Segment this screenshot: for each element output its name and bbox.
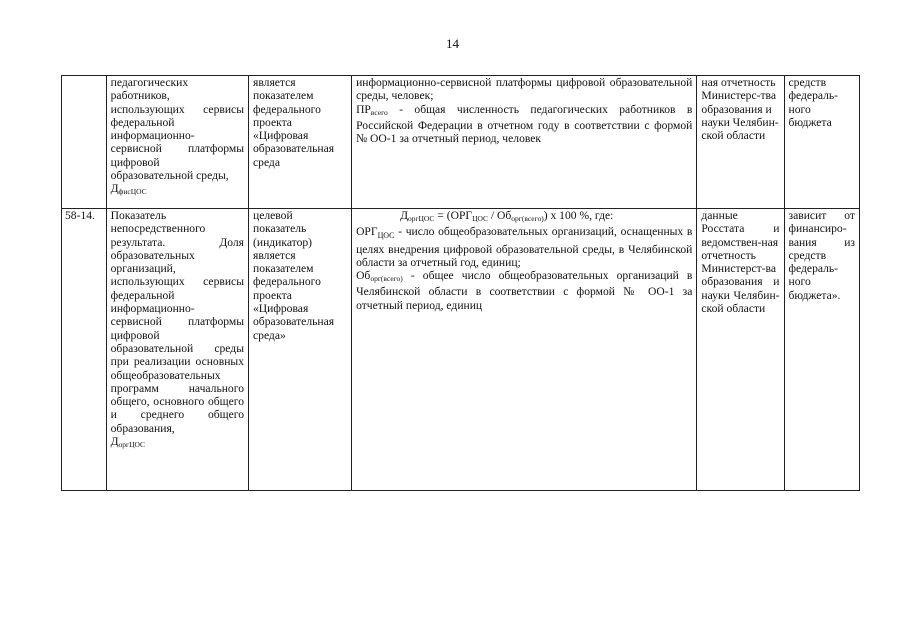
indicator-type-text: является показателем федерального проекта «Цифровая образовательная среда <box>253 76 335 169</box>
table-row <box>62 76 860 209</box>
data-source-cell <box>697 76 784 209</box>
formula-equation: $Д_{оргЦОС} = (ОРГ_{ЦОС} / Об_{орг(всего)})$ х 100 %, где: <box>400 209 614 223</box>
indicator-name-text: педагогических работников, <box>110 76 189 103</box>
formula-definition-org: $ОРГ_{ЦОС}$ - число общеобразовательных организаций, оснащенных в целях внедрения цифровой образовательной среды, в Челябинской области за отчетный год, единиц; <box>356 225 693 269</box>
data-source-cell <box>697 209 784 491</box>
note-text: зависит от финансиро-вания из средств федераль-ного бюджета». <box>788 209 855 302</box>
table-row <box>62 209 860 491</box>
indicator-name-cell <box>106 76 248 209</box>
indicator-type-cell <box>249 76 352 209</box>
indicator-type-cell <box>249 209 352 491</box>
note-cell <box>784 76 859 209</box>
indicator-name-cell <box>106 209 248 491</box>
indicator-name-text: Показатель непосредственного результата. Доля образовательных организаций, использующих сервисы федеральной информационно-сервисной платформы цифровой образовательной среды при реализации основных общеобразовательных программ начального общего, основного общего и среднего общего образования, <box>110 209 244 435</box>
indicators-table <box>61 75 860 491</box>
page-number: 14 <box>446 36 459 51</box>
row-number-cell <box>62 209 107 491</box>
formula-cell <box>352 76 697 209</box>
formula-cell <box>352 209 697 491</box>
indicator-symbol: $Д_{оргЦОС}$ <box>110 435 145 450</box>
formula-text: информационно-сервисной платформы цифровой образовательной среды, человек; <box>356 76 693 103</box>
indicator-name-text-cont: использующих сервисы федеральной информационно-сервисной платформы цифровой образовательной среды, <box>110 102 244 183</box>
row-number: 58-14. <box>65 209 95 222</box>
data-source-text: данные Росстата и ведомствен-ная отчетность Министерст-ва образования и науки Челябин-ской области <box>701 209 780 316</box>
row-number-cell <box>62 76 107 209</box>
note-text: средств федераль-ного бюджета <box>788 76 839 129</box>
note-cell <box>784 209 859 491</box>
formula-definition: $ПР_{всего}$ - общая численность педагогических работников в Российской Федерации в отчетном году в соответствии с формой № ОО-1 за отчетный период, человек <box>356 102 693 146</box>
data-source-text: ная отчетность Министерс-тва образования и науки Челябин-ской области <box>701 76 779 143</box>
indicator-symbol: $Д_{фисЦОС}$ <box>110 182 147 197</box>
formula-definition-total: $Об_{орг(всего)}$ - общее число общеобразовательных организаций в Челябинской области в соответствии с формой № ОО-1 за отчетный период, единиц <box>356 269 693 312</box>
indicator-type-text: целевой показатель (индикатор) является показателем федерального проекта «Цифровая образовательная среда» <box>253 209 335 342</box>
